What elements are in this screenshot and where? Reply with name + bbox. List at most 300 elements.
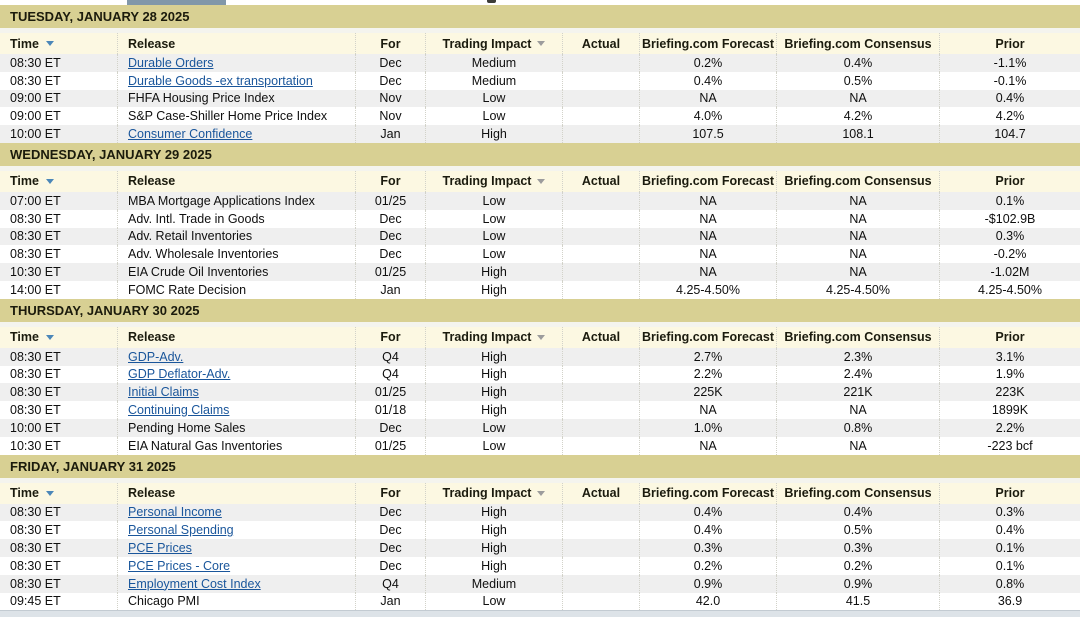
forecast-cell: 0.2% — [640, 557, 777, 575]
consensus-cell: 0.9% — [777, 575, 940, 593]
forecast-cell: 0.3% — [640, 539, 777, 557]
column-header-release — [118, 327, 356, 348]
impact-cell: High — [426, 348, 563, 366]
prior-cell: 0.4% — [995, 91, 1025, 106]
release-cell: FOMC Rate Decision — [118, 281, 356, 299]
for-cell: Dec — [356, 228, 426, 246]
actual-cell — [563, 366, 640, 384]
release-link[interactable]: GDP Deflator-Adv. — [128, 367, 231, 382]
column-header-label: Release — [128, 174, 176, 189]
column-header-actual — [563, 171, 640, 192]
column-header-time[interactable] — [0, 33, 118, 54]
column-header-label: Trading Impact — [442, 174, 532, 189]
top-edge-strip — [0, 0, 1080, 5]
column-header-consensus — [777, 33, 940, 54]
release-cell: Chicago PMI — [118, 593, 356, 611]
column-header-prior — [940, 483, 1080, 504]
forecast-cell: 1.0% — [640, 419, 777, 437]
actual-cell — [563, 263, 640, 281]
column-header-for — [356, 171, 426, 192]
column-header-label: Actual — [581, 174, 621, 189]
table-row — [0, 245, 1080, 263]
impact-cell: Medium — [426, 54, 563, 72]
prior-cell: 36.9 — [997, 594, 1023, 609]
for-cell: Jan — [356, 281, 426, 299]
consensus-cell: NA — [777, 263, 940, 281]
for-cell: Jan — [356, 593, 426, 611]
consensus-cell: 0.3% — [777, 539, 940, 557]
prior-cell: -$102.9B — [984, 211, 1036, 226]
table-row — [0, 72, 1080, 90]
column-header-label: Release — [128, 36, 176, 51]
column-header-time[interactable] — [0, 327, 118, 348]
prior-cell: 104.7 — [994, 127, 1026, 142]
actual-cell — [563, 593, 640, 611]
consensus-cell: 4.25-4.50% — [777, 281, 940, 299]
actual-cell — [563, 245, 640, 263]
release-cell: Adv. Retail Inventories — [118, 228, 356, 246]
day-section — [0, 5, 1080, 143]
forecast-cell: NA — [640, 210, 777, 228]
consensus-cell: 0.5% — [777, 521, 940, 539]
column-header-label: Release — [128, 330, 176, 345]
prior-cell: 2.2% — [995, 420, 1025, 435]
release-link[interactable]: Initial Claims — [128, 385, 199, 400]
release-link[interactable]: Durable Orders — [128, 55, 214, 70]
column-header-prior — [940, 171, 1080, 192]
column-header-label: Time — [10, 330, 39, 345]
column-header-label: Trading Impact — [442, 36, 532, 51]
for-cell: 01/18 — [356, 401, 426, 419]
forecast-cell: NA — [640, 245, 777, 263]
filter-dropdown-icon[interactable] — [537, 335, 545, 340]
release-cell: EIA Crude Oil Inventories — [118, 263, 356, 281]
prior-cell: -0.2% — [993, 247, 1027, 262]
for-cell: Dec — [356, 245, 426, 263]
release-cell — [118, 125, 356, 143]
column-header-forecast — [640, 327, 777, 348]
actual-cell — [563, 557, 640, 575]
actual-cell — [563, 107, 640, 125]
column-header-time[interactable] — [0, 483, 118, 504]
prior-cell: 4.25-4.50% — [978, 282, 1042, 297]
table-row — [0, 575, 1080, 593]
release-cell: Adv. Wholesale Inventories — [118, 245, 356, 263]
time-cell: 10:00 ET — [0, 419, 118, 437]
prior-cell: 0.1% — [995, 193, 1025, 208]
column-header-label: Time — [10, 486, 39, 501]
column-header-impact[interactable] — [426, 33, 563, 54]
column-header-label: Prior — [995, 174, 1025, 189]
table-row — [0, 383, 1080, 401]
actual-cell — [563, 575, 640, 593]
consensus-cell: NA — [777, 210, 940, 228]
column-header-label: Briefing.com Forecast — [642, 486, 774, 501]
column-header-row — [0, 327, 1080, 348]
consensus-cell: NA — [777, 401, 940, 419]
forecast-cell: 0.9% — [640, 575, 777, 593]
release-cell — [118, 54, 356, 72]
release-link[interactable]: Personal Spending — [128, 523, 234, 538]
prior-cell: 0.3% — [995, 505, 1025, 520]
impact-cell: Low — [426, 192, 563, 210]
time-cell: 10:00 ET — [0, 125, 118, 143]
for-cell: Jan — [356, 125, 426, 143]
release-cell — [118, 521, 356, 539]
release-cell — [118, 557, 356, 575]
column-header-label: Time — [10, 174, 39, 189]
for-cell: 01/25 — [356, 383, 426, 401]
table-row — [0, 419, 1080, 437]
forecast-cell: 0.2% — [640, 54, 777, 72]
impact-cell: Low — [426, 245, 563, 263]
table-row — [0, 366, 1080, 384]
column-header-row — [0, 171, 1080, 192]
time-cell: 08:30 ET — [0, 557, 118, 575]
for-cell: Dec — [356, 210, 426, 228]
column-header-for — [356, 483, 426, 504]
release-cell — [118, 539, 356, 557]
column-header-impact[interactable] — [426, 171, 563, 192]
prior-cell: 0.4% — [995, 523, 1025, 538]
actual-cell — [563, 281, 640, 299]
table-row — [0, 539, 1080, 557]
actual-cell — [563, 72, 640, 90]
column-header-label: For — [380, 36, 401, 51]
column-header-label: Briefing.com Consensus — [784, 330, 932, 345]
filter-dropdown-icon[interactable] — [537, 491, 545, 496]
consensus-cell: NA — [777, 437, 940, 455]
impact-cell: Low — [426, 90, 563, 108]
column-header-release — [118, 483, 356, 504]
for-cell: Dec — [356, 521, 426, 539]
release-cell: EIA Natural Gas Inventories — [118, 437, 356, 455]
impact-cell: High — [426, 383, 563, 401]
column-header-for — [356, 33, 426, 54]
release-cell — [118, 366, 356, 384]
cropped-text-fragment — [487, 0, 496, 3]
consensus-cell: 0.8% — [777, 419, 940, 437]
prior-cell: 0.3% — [995, 229, 1025, 244]
release-cell — [118, 383, 356, 401]
time-cell: 09:45 ET — [0, 593, 118, 611]
table-row — [0, 401, 1080, 419]
table-row — [0, 90, 1080, 108]
forecast-cell: NA — [640, 263, 777, 281]
column-header-label: Briefing.com Consensus — [784, 36, 932, 51]
column-header-actual — [563, 327, 640, 348]
actual-cell — [563, 125, 640, 143]
for-cell: Q4 — [356, 366, 426, 384]
forecast-cell: 2.7% — [640, 348, 777, 366]
column-header-forecast — [640, 171, 777, 192]
consensus-cell: 0.4% — [777, 504, 940, 522]
release-cell — [118, 504, 356, 522]
impact-cell: High — [426, 281, 563, 299]
forecast-cell: 2.2% — [640, 366, 777, 384]
for-cell: Dec — [356, 539, 426, 557]
forecast-cell: 42.0 — [640, 593, 777, 611]
sort-descending-icon[interactable] — [46, 491, 54, 496]
impact-cell: High — [426, 125, 563, 143]
prior-cell: 0.8% — [995, 576, 1025, 591]
prior-cell: 223K — [995, 385, 1025, 400]
consensus-cell: 4.2% — [777, 107, 940, 125]
time-cell: 10:30 ET — [0, 263, 118, 281]
time-cell: 08:30 ET — [0, 210, 118, 228]
time-cell: 10:30 ET — [0, 437, 118, 455]
prior-cell: -1.1% — [993, 55, 1027, 70]
actual-cell — [563, 348, 640, 366]
time-cell: 08:30 ET — [0, 54, 118, 72]
impact-cell: Low — [426, 593, 563, 611]
release-cell: MBA Mortgage Applications Index — [118, 192, 356, 210]
release-cell — [118, 575, 356, 593]
impact-cell: High — [426, 557, 563, 575]
day-header: FRIDAY, JANUARY 31 2025 — [0, 455, 1080, 478]
time-cell: 07:00 ET — [0, 192, 118, 210]
column-header-release — [118, 33, 356, 54]
column-header-row — [0, 483, 1080, 504]
consensus-cell: 221K — [777, 383, 940, 401]
day-section — [0, 143, 1080, 299]
table-row — [0, 281, 1080, 299]
sort-descending-icon[interactable] — [46, 335, 54, 340]
table-row — [0, 504, 1080, 522]
consensus-cell: 108.1 — [777, 125, 940, 143]
prior-cell: 0.1% — [995, 558, 1025, 573]
release-link[interactable]: GDP-Adv. — [128, 349, 184, 364]
column-header-label: Briefing.com Forecast — [642, 36, 774, 51]
column-header-consensus — [777, 483, 940, 504]
consensus-cell: NA — [777, 90, 940, 108]
time-cell: 08:30 ET — [0, 366, 118, 384]
sort-descending-icon[interactable] — [46, 41, 54, 46]
forecast-cell: NA — [640, 228, 777, 246]
release-cell — [118, 72, 356, 90]
consensus-cell: 0.2% — [777, 557, 940, 575]
prior-cell: 1.9% — [995, 367, 1025, 382]
for-cell: Q4 — [356, 575, 426, 593]
column-header-label: Actual — [581, 330, 621, 345]
for-cell: Dec — [356, 54, 426, 72]
time-cell: 09:00 ET — [0, 107, 118, 125]
impact-cell: Low — [426, 419, 563, 437]
release-link[interactable]: Durable Goods -ex transportation — [128, 73, 313, 88]
actual-cell — [563, 54, 640, 72]
time-cell: 08:30 ET — [0, 575, 118, 593]
column-header-label: Time — [10, 36, 39, 51]
time-cell: 09:00 ET — [0, 90, 118, 108]
table-row — [0, 557, 1080, 575]
actual-cell — [563, 228, 640, 246]
time-cell: 08:30 ET — [0, 228, 118, 246]
impact-cell: High — [426, 539, 563, 557]
impact-cell: Low — [426, 437, 563, 455]
forecast-cell: 0.4% — [640, 504, 777, 522]
column-header-label: Release — [128, 486, 176, 501]
for-cell: 01/25 — [356, 263, 426, 281]
time-cell: 08:30 ET — [0, 539, 118, 557]
release-cell: S&P Case-Shiller Home Price Index — [118, 107, 356, 125]
forecast-cell: 4.0% — [640, 107, 777, 125]
actual-cell — [563, 504, 640, 522]
prior-cell: -0.1% — [993, 73, 1027, 88]
release-link[interactable]: Personal Income — [128, 505, 222, 520]
impact-cell: High — [426, 401, 563, 419]
table-row — [0, 107, 1080, 125]
release-link[interactable]: PCE Prices - Core — [128, 558, 231, 573]
column-header-actual — [563, 483, 640, 504]
column-header-label: Prior — [995, 486, 1025, 501]
release-cell: FHFA Housing Price Index — [118, 90, 356, 108]
bottom-edge-strip — [0, 610, 1080, 617]
filter-dropdown-icon[interactable] — [537, 179, 545, 184]
column-header-label: Briefing.com Forecast — [642, 174, 774, 189]
impact-cell: High — [426, 263, 563, 281]
column-header-label: Trading Impact — [442, 486, 532, 501]
column-header-label: Prior — [995, 36, 1025, 51]
actual-cell — [563, 401, 640, 419]
column-header-label: Prior — [995, 330, 1025, 345]
forecast-cell: NA — [640, 90, 777, 108]
day-section — [0, 455, 1080, 611]
actual-cell — [563, 437, 640, 455]
day-section — [0, 299, 1080, 455]
actual-cell — [563, 539, 640, 557]
for-cell: 01/25 — [356, 437, 426, 455]
column-header-consensus — [777, 171, 940, 192]
forecast-cell: 0.4% — [640, 72, 777, 90]
for-cell: Dec — [356, 557, 426, 575]
for-cell: Nov — [356, 107, 426, 125]
column-header-row — [0, 33, 1080, 54]
column-header-impact[interactable] — [426, 483, 563, 504]
consensus-cell: NA — [777, 245, 940, 263]
forecast-cell: 4.25-4.50% — [640, 281, 777, 299]
column-header-label: For — [380, 486, 401, 501]
column-header-prior — [940, 327, 1080, 348]
prior-cell: 0.1% — [995, 541, 1025, 556]
for-cell: Nov — [356, 90, 426, 108]
forecast-cell: NA — [640, 192, 777, 210]
table-row — [0, 437, 1080, 455]
forecast-cell: NA — [640, 401, 777, 419]
column-header-label: Briefing.com Consensus — [784, 486, 932, 501]
impact-cell: Low — [426, 228, 563, 246]
filter-dropdown-icon[interactable] — [537, 41, 545, 46]
impact-cell: High — [426, 521, 563, 539]
consensus-cell: 2.4% — [777, 366, 940, 384]
table-row — [0, 228, 1080, 246]
for-cell: Dec — [356, 72, 426, 90]
time-cell: 08:30 ET — [0, 245, 118, 263]
column-header-for — [356, 327, 426, 348]
release-cell: Adv. Intl. Trade in Goods — [118, 210, 356, 228]
consensus-cell: 41.5 — [777, 593, 940, 611]
column-header-forecast — [640, 33, 777, 54]
consensus-cell: 0.4% — [777, 54, 940, 72]
actual-cell — [563, 383, 640, 401]
column-header-actual — [563, 33, 640, 54]
forecast-cell: 107.5 — [640, 125, 777, 143]
actual-cell — [563, 210, 640, 228]
day-header: TUESDAY, JANUARY 28 2025 — [0, 5, 1080, 28]
impact-cell: High — [426, 504, 563, 522]
release-link[interactable]: Consumer Confidence — [128, 127, 253, 142]
calendar-sections — [0, 5, 1080, 610]
column-header-prior — [940, 33, 1080, 54]
sort-descending-icon[interactable] — [46, 179, 54, 184]
column-header-impact[interactable] — [426, 327, 563, 348]
column-header-label: Trading Impact — [442, 330, 532, 345]
table-row — [0, 348, 1080, 366]
actual-cell — [563, 90, 640, 108]
release-link[interactable]: Employment Cost Index — [128, 576, 261, 591]
column-header-label: For — [380, 330, 401, 345]
day-header: WEDNESDAY, JANUARY 29 2025 — [0, 143, 1080, 166]
column-header-label: Briefing.com Forecast — [642, 330, 774, 345]
table-row — [0, 593, 1080, 611]
release-link[interactable]: PCE Prices — [128, 541, 192, 556]
release-cell: Pending Home Sales — [118, 419, 356, 437]
column-header-time[interactable] — [0, 171, 118, 192]
prior-cell: 4.2% — [995, 109, 1025, 124]
impact-cell: Medium — [426, 72, 563, 90]
prior-cell: -223 bcf — [987, 438, 1033, 453]
consensus-cell: NA — [777, 192, 940, 210]
prior-cell: -1.02M — [990, 265, 1030, 280]
column-header-label: Actual — [581, 36, 621, 51]
table-row — [0, 263, 1080, 281]
consensus-cell: 2.3% — [777, 348, 940, 366]
time-cell: 08:30 ET — [0, 383, 118, 401]
tab-fragment[interactable] — [127, 0, 226, 5]
impact-cell: Medium — [426, 575, 563, 593]
actual-cell — [563, 521, 640, 539]
impact-cell: Low — [426, 210, 563, 228]
time-cell: 08:30 ET — [0, 348, 118, 366]
table-row — [0, 54, 1080, 72]
for-cell: Dec — [356, 419, 426, 437]
for-cell: Q4 — [356, 348, 426, 366]
time-cell: 08:30 ET — [0, 521, 118, 539]
time-cell: 14:00 ET — [0, 281, 118, 299]
impact-cell: Low — [426, 107, 563, 125]
column-header-consensus — [777, 327, 940, 348]
column-header-forecast — [640, 483, 777, 504]
table-row — [0, 125, 1080, 143]
column-header-release — [118, 171, 356, 192]
forecast-cell: 0.4% — [640, 521, 777, 539]
table-row — [0, 210, 1080, 228]
prior-cell: 3.1% — [995, 349, 1025, 364]
consensus-cell: NA — [777, 228, 940, 246]
time-cell: 08:30 ET — [0, 504, 118, 522]
release-cell — [118, 401, 356, 419]
forecast-cell: NA — [640, 437, 777, 455]
column-header-label: For — [380, 174, 401, 189]
column-header-label: Briefing.com Consensus — [784, 174, 932, 189]
day-header: THURSDAY, JANUARY 30 2025 — [0, 299, 1080, 322]
for-cell: Dec — [356, 504, 426, 522]
actual-cell — [563, 419, 640, 437]
column-header-label: Actual — [581, 486, 621, 501]
release-link[interactable]: Continuing Claims — [128, 403, 230, 418]
for-cell: 01/25 — [356, 192, 426, 210]
forecast-cell: 225K — [640, 383, 777, 401]
table-row — [0, 192, 1080, 210]
